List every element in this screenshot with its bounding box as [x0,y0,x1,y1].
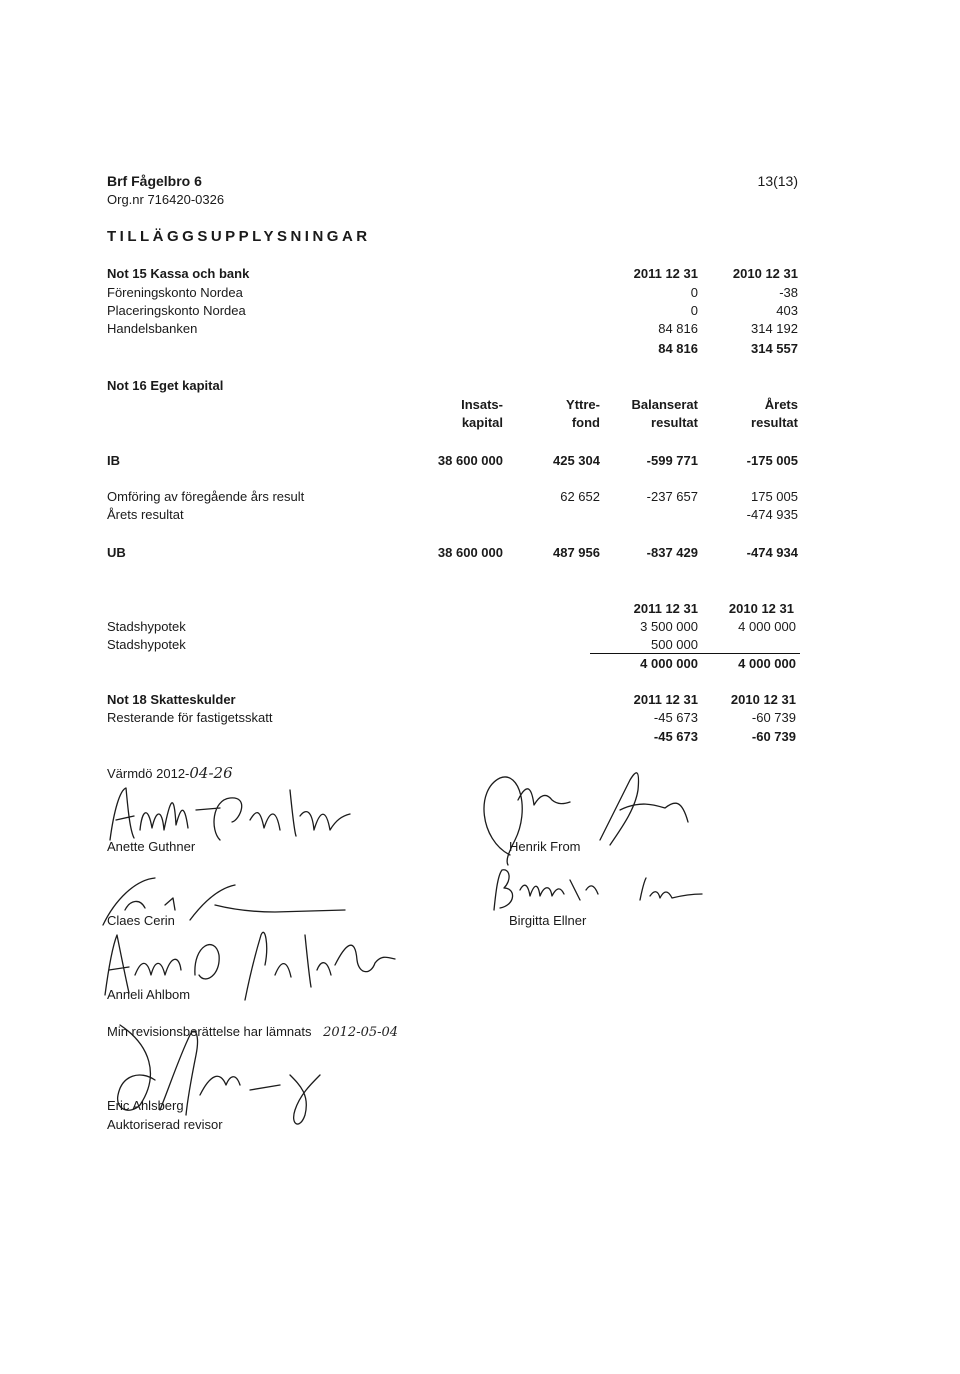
note15-row-label: Föreningskonto Nordea [107,285,243,300]
note16-header-line2: resultat [751,415,798,430]
note16-title: Not 16 Eget kapital [107,378,224,393]
note16-header-line2: resultat [651,415,698,430]
note18-row-value-2010: -60 739 [751,710,796,725]
note15-row-label: Handelsbanken [107,321,198,336]
note18-col-2010: 2010 12 31 [730,692,796,707]
note16-omforing-value: -237 657 [646,489,698,504]
note18-row-value-2011: -45 673 [653,710,698,725]
note17-row-label: Stadshypotek [107,637,186,652]
note16-ub-value: 487 956 [553,545,600,560]
total-rule [590,653,800,654]
auditor-title: Auktoriserad revisor [107,1117,223,1132]
note16-ib-value: 425 304 [553,453,600,468]
note15-col-2011: 2011 12 31 [633,266,698,281]
audit-statement [107,1024,398,1041]
note18-total-2010: -60 739 [751,729,796,744]
note15-row-value-2011: 84 816 [658,321,698,336]
note16-arets-label: Årets resultat [107,507,184,522]
auditor-name: Eric Ahlsberg [107,1098,184,1113]
signatory-name: Anette Guthner [107,839,196,854]
org-number: Org.nr 716420-0326 [107,192,225,207]
note17-col-2011: 2011 12 31 [633,601,698,616]
note18-row-label: Resterande för fastigetsskatt [107,710,273,725]
note16-ub-value: -837 429 [646,545,698,560]
note17-row-label: Stadshypotek [107,619,186,634]
page-number: 13(13) [757,173,798,189]
signature-birgitta-ellner [480,860,720,920]
signatory-name: Henrik From [509,839,581,854]
note18-total-2011: -45 673 [653,729,698,744]
note16-ib-label: IB [107,453,120,468]
note16-header-line1: Insats- [461,397,503,412]
note16-omforing-label: Omföring av föregående års result [107,489,305,504]
note16-header-line2: kapital [461,415,503,430]
note16-omforing-value: 62 652 [560,489,600,504]
note17-col-2010: 2010 12 31 [728,601,794,616]
note15-row-value-2010: -38 [779,285,798,300]
note18-col-2011: 2011 12 31 [633,692,698,707]
note16-ub-value: -474 934 [746,545,798,560]
note16-ib-value: -599 771 [646,453,698,468]
note16-header-line1: Årets [764,397,798,412]
note18-title: Not 18 Skatteskulder [107,692,236,707]
note17-row-value-2011: 3 500 000 [640,619,698,634]
note15-row-label: Placeringskonto Nordea [107,303,246,318]
note16-header-line1: Yttre- [566,397,600,412]
note16-ub-value: 38 600 000 [437,545,503,560]
note17-row-value-2011: 500 000 [651,637,698,652]
audit-text: Min revisionsberättelse har lämnats [107,1024,312,1039]
note17-total-2010: 4 000 000 [738,656,796,671]
note17-total-2011: 4 000 000 [640,656,698,671]
note15-total-2011: 84 816 [658,341,698,356]
note15-row-value-2011: 0 [690,303,698,318]
note16-ib-value: 38 600 000 [437,453,503,468]
note15-title: Not 15 Kassa och bank [107,266,250,281]
org-name: Brf Fågelbro 6 [107,173,202,189]
signatory-name: Anneli Ahlbom [107,987,191,1002]
signatory-name: Claes Cerin [107,913,175,928]
note15-row-value-2010: 403 [776,303,798,318]
audit-date: 2012-05-04 [323,1025,399,1040]
note16-header-line1: Balanserat [631,397,698,412]
note15-row-value-2010: 314 192 [751,321,798,336]
handwritten-date: 04-26 [189,764,233,782]
note16-header-line2: fond [571,415,600,430]
note15-col-2010: 2010 12 31 [732,266,798,281]
note15-row-value-2011: 0 [690,285,698,300]
section-title: TILLÄGGSUPPLYSNINGAR [107,228,371,245]
note15-total-2010: 314 557 [751,341,798,356]
note16-arets-value: -474 935 [746,507,798,522]
signing-place-text: Värmdö 2012- [107,766,190,781]
note16-omforing-value: 175 005 [751,489,798,504]
note17-row-value-2010: 4 000 000 [738,619,796,634]
note16-ib-value: -175 005 [746,453,798,468]
signature-henrik-from [470,760,710,870]
note16-ub-label: UB [107,545,126,560]
signatory-name: Birgitta Ellner [509,913,587,928]
